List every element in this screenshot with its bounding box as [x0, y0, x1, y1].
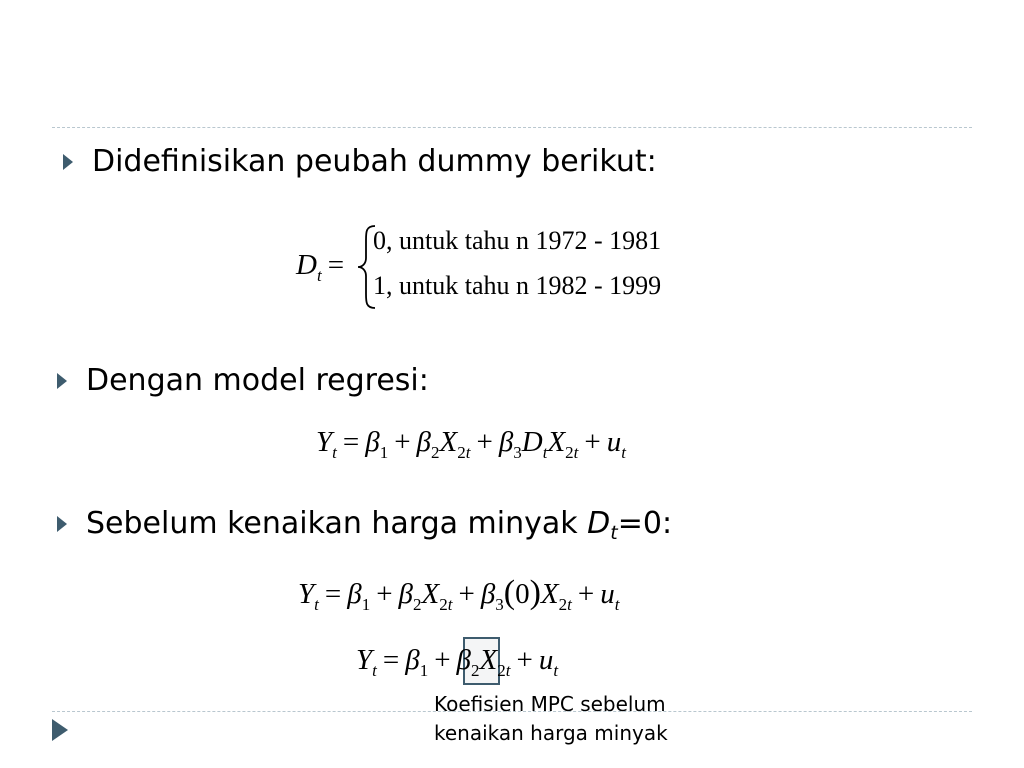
top-divider: [52, 127, 972, 128]
dummy-lhs: [296, 248, 350, 285]
bullet-before-var: D: [587, 506, 611, 541]
mpc-annotation: [434, 690, 668, 748]
case-zero: 0, untuk tahu n 1972 - 1981: [373, 226, 662, 255]
reduced-equation: $Y_t = \beta_1 + \beta_2X_{2t} + u_t$: [356, 644, 559, 680]
case-one: 1, untuk tahu n 1982 - 1999: [373, 271, 662, 300]
bullet-before-sub: t: [610, 522, 618, 544]
substituted-equation: $Y_t = \beta_1 + \beta_2X_{2t} + \beta_3(0)X_{2t} + u_t$: [298, 574, 620, 614]
bullet-before-prefix: Sebelum kenaikan harga minyak: [86, 506, 588, 541]
bullet-arrow-icon: [57, 516, 67, 532]
bullet-model: Dengan model regresi:: [86, 363, 429, 398]
annotation-line-1: Koefisien MPC sebelum: [434, 692, 666, 716]
dummy-equals: =: [327, 249, 345, 281]
bullet-before-suffix: =0:: [617, 506, 673, 541]
bullet-before-increase: [86, 506, 673, 544]
annotation-line-2: kenaikan harga minyak: [434, 721, 668, 745]
next-slide-arrow-icon[interactable]: [52, 719, 68, 741]
regression-equation: $Y_t = \beta_1 + \beta_2X_{2t} + \beta_3D_tX_{2t} + u_t$: [316, 426, 626, 462]
dummy-lhs-var: D: [296, 249, 317, 281]
bullet-arrow-icon: [63, 154, 73, 170]
bullet-definition: Didefinisikan peubah dummy berikut:: [92, 144, 657, 179]
bullet-arrow-icon: [57, 373, 67, 389]
dummy-lhs-sub: t: [316, 266, 322, 285]
bottom-divider: [52, 711, 972, 712]
